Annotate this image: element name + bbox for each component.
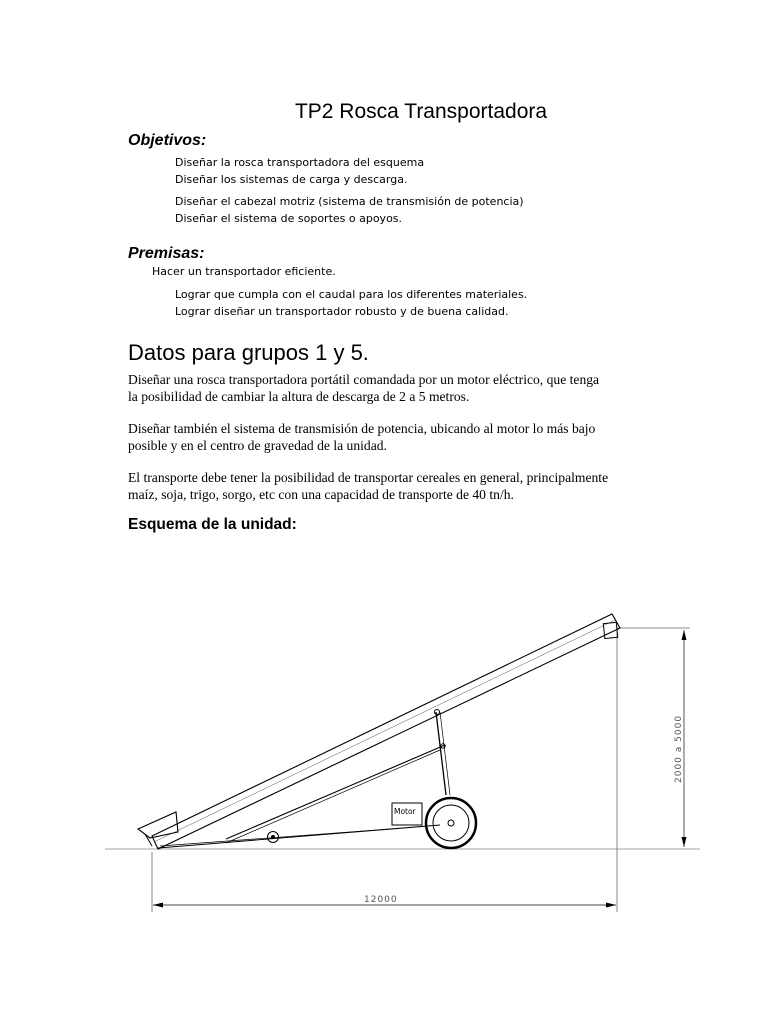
motor-label: Motor (394, 807, 416, 816)
premisas-item: Hacer un transportador eficiente. (152, 265, 336, 278)
height-dimension-label: 2000 a 5000 (674, 714, 684, 783)
premisas-item: Lograr que cumpla con el caudal para los diferentes materiales. (175, 288, 528, 301)
esquema-heading: Esquema de la unidad: (128, 516, 297, 533)
paragraph-line: la posibilidad de cambiar la altura de descarga de 2 a 5 metros. (128, 389, 470, 404)
paragraph-line: maíz, soja, trigo, sorgo, etc con una capacidad de transporte de 40 tn/h. (128, 487, 514, 502)
objetivos-heading: Objetivos: (128, 132, 207, 149)
support-leg (436, 712, 446, 795)
paragraph-line: Diseñar también el sistema de transmisión de potencia, ubicando al motor lo más bajo (128, 421, 596, 436)
paragraph-line: Diseñar una rosca transportadora portátil comandada por un motor eléctrico, que tenga (128, 372, 600, 387)
length-dimension-label: 12000 (364, 895, 398, 905)
page-title: TP2 Rosca Transportadora (294, 100, 548, 123)
length-arrow-left (153, 903, 163, 908)
objetivos-item: Diseñar el sistema de soportes o apoyos. (175, 212, 403, 225)
height-arrow-top (682, 630, 687, 640)
height-arrow-bottom (682, 837, 687, 847)
loading-hopper (138, 812, 178, 838)
objetivos-item: Diseñar el cabezal motriz (sistema de transmisión de potencia) (175, 195, 524, 208)
length-arrow-right (606, 903, 616, 908)
lift-strut-lower (226, 750, 440, 843)
tube-inner-line (154, 620, 615, 842)
objetivos-item: Diseñar los sistemas de carga y descarga. (175, 173, 408, 186)
datos-heading: Datos para grupos 1 y 5. (128, 340, 369, 365)
premisas-heading: Premisas: (128, 245, 205, 262)
paragraph-line: posible y en el centro de gravedad de la unidad. (128, 438, 387, 453)
objetivos-item: Diseñar la rosca transportadora del esquema (175, 156, 425, 169)
paragraph-line: El transporte debe tener la posibilidad de transportar cereales en general, principalmente (128, 470, 609, 485)
screw-tube (152, 614, 620, 849)
wheel (426, 798, 476, 848)
premisas-item: Lograr diseñar un transportador robusto y de buena calidad. (175, 305, 509, 318)
